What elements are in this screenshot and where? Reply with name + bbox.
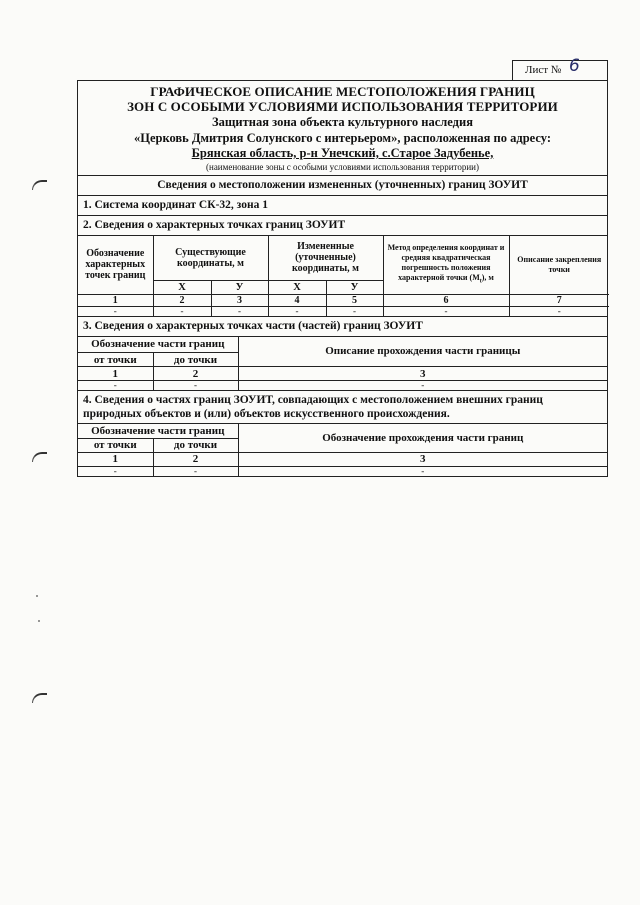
coordinates-table xyxy=(78,236,609,316)
header-to-point: до точки xyxy=(153,438,238,452)
column-numbers-row xyxy=(78,294,609,306)
table-cell: - xyxy=(509,306,609,316)
header-existing-coordinates: Существующие координаты, м xyxy=(153,236,268,280)
sheet-label: Лист № xyxy=(525,64,562,76)
header-part-designation: Обозначение части границ xyxy=(78,337,238,353)
subtitle-line-1: Защитная зона объекта культурного наследия xyxy=(212,115,473,129)
table-cell: - xyxy=(238,466,607,476)
sheet-number-box xyxy=(512,56,608,80)
address-line: Брянская область, р-н Унечский, с.Старое Задубенье, xyxy=(191,146,494,160)
binder-hole-mark xyxy=(32,452,47,462)
zone-name-caption: (наименование зоны с особыми условиями использования территории) xyxy=(206,162,479,172)
header-x-changed: X xyxy=(268,280,326,294)
scan-speck xyxy=(36,595,38,597)
section-4-title: 4. Сведения о частях границ ЗОУИТ, совпадающих с местоположением внешних границ природных объектов и (или) объектов искусственного происхождения. xyxy=(78,390,607,424)
col-number: 2 xyxy=(153,452,238,466)
table-cell: - xyxy=(268,306,326,316)
binder-hole-mark xyxy=(32,180,47,190)
header-x-existing: X xyxy=(153,280,211,294)
table-row xyxy=(78,381,607,391)
scan-speck xyxy=(38,620,40,622)
header-to-point: до точки xyxy=(153,353,238,367)
table-cell: - xyxy=(153,381,238,391)
table-row xyxy=(78,306,609,316)
col-number: 1 xyxy=(78,367,153,381)
header-method: Метод определения координат и средняя квадратическая погрешность положения характерной точки $(M_t)$, м xyxy=(383,236,509,294)
title-line-2: ЗОН С ОСОБЫМИ УСЛОВИЯМИ ИСПОЛЬЗОВАНИЯ ТЕРРИТОРИИ xyxy=(127,99,558,114)
column-numbers-row xyxy=(78,452,607,466)
binder-hole-mark xyxy=(32,693,47,703)
header-changed-coordinates: Измененные (уточненные) координаты, м xyxy=(268,236,383,280)
header-part-description: Описание прохождения части границы xyxy=(238,337,607,367)
document-frame xyxy=(77,80,608,477)
title-line-1: ГРАФИЧЕСКОЕ ОПИСАНИЕ МЕСТОПОЛОЖЕНИЯ ГРАНИЦ xyxy=(150,84,535,99)
col-number: 6 xyxy=(383,294,509,306)
col-number: 2 xyxy=(153,294,211,306)
section-2-title: 2. Сведения о характерных точках границ ЗОУИТ xyxy=(78,216,607,236)
header-from-point: от точки xyxy=(78,438,153,452)
sheet-number-handwritten: 6 xyxy=(569,56,580,76)
col-number: 1 xyxy=(78,452,153,466)
header-y-existing: У xyxy=(211,280,268,294)
table-cell: - xyxy=(153,306,211,316)
table-cell: - xyxy=(153,466,238,476)
header-point-designation: Обозначение характерных точек границ xyxy=(78,236,153,294)
table-cell: - xyxy=(78,381,153,391)
col-number: 4 xyxy=(268,294,326,306)
header-y-changed: У xyxy=(326,280,383,294)
header-fixation: Описание закрепления точки xyxy=(509,236,609,294)
part-points-table xyxy=(78,337,607,391)
col-number: 2 xyxy=(153,367,238,381)
column-numbers-row xyxy=(78,367,607,381)
section-3-title: 3. Сведения о характерных точках части (частей) границ ЗОУИТ xyxy=(78,316,607,337)
subtitle-line-2: «Церковь Дмитрия Солунского с интерьером», расположенная по адресу: xyxy=(133,131,551,145)
table-cell: - xyxy=(383,306,509,316)
col-number: 1 xyxy=(78,294,153,306)
table-row xyxy=(78,466,607,476)
col-number: 3 xyxy=(238,452,607,466)
col-number: 3 xyxy=(238,367,607,381)
info-title: Сведения о местоположении измененных (уточненных) границ ЗОУИТ xyxy=(78,176,607,196)
table-cell: - xyxy=(78,306,153,316)
col-number: 3 xyxy=(211,294,268,306)
document-header xyxy=(78,81,607,176)
header-from-point: от точки xyxy=(78,353,153,367)
col-number: 5 xyxy=(326,294,383,306)
header-part-description: Обозначение прохождения части границ xyxy=(238,424,607,452)
table-cell: - xyxy=(326,306,383,316)
table-cell: - xyxy=(238,381,607,391)
table-cell: - xyxy=(211,306,268,316)
header-part-designation: Обозначение части границ xyxy=(78,424,238,438)
natural-objects-table xyxy=(78,424,607,476)
col-number: 7 xyxy=(509,294,609,306)
table-cell: - xyxy=(78,466,153,476)
section-1-title: 1. Система координат СК-32, зона 1 xyxy=(78,196,607,216)
